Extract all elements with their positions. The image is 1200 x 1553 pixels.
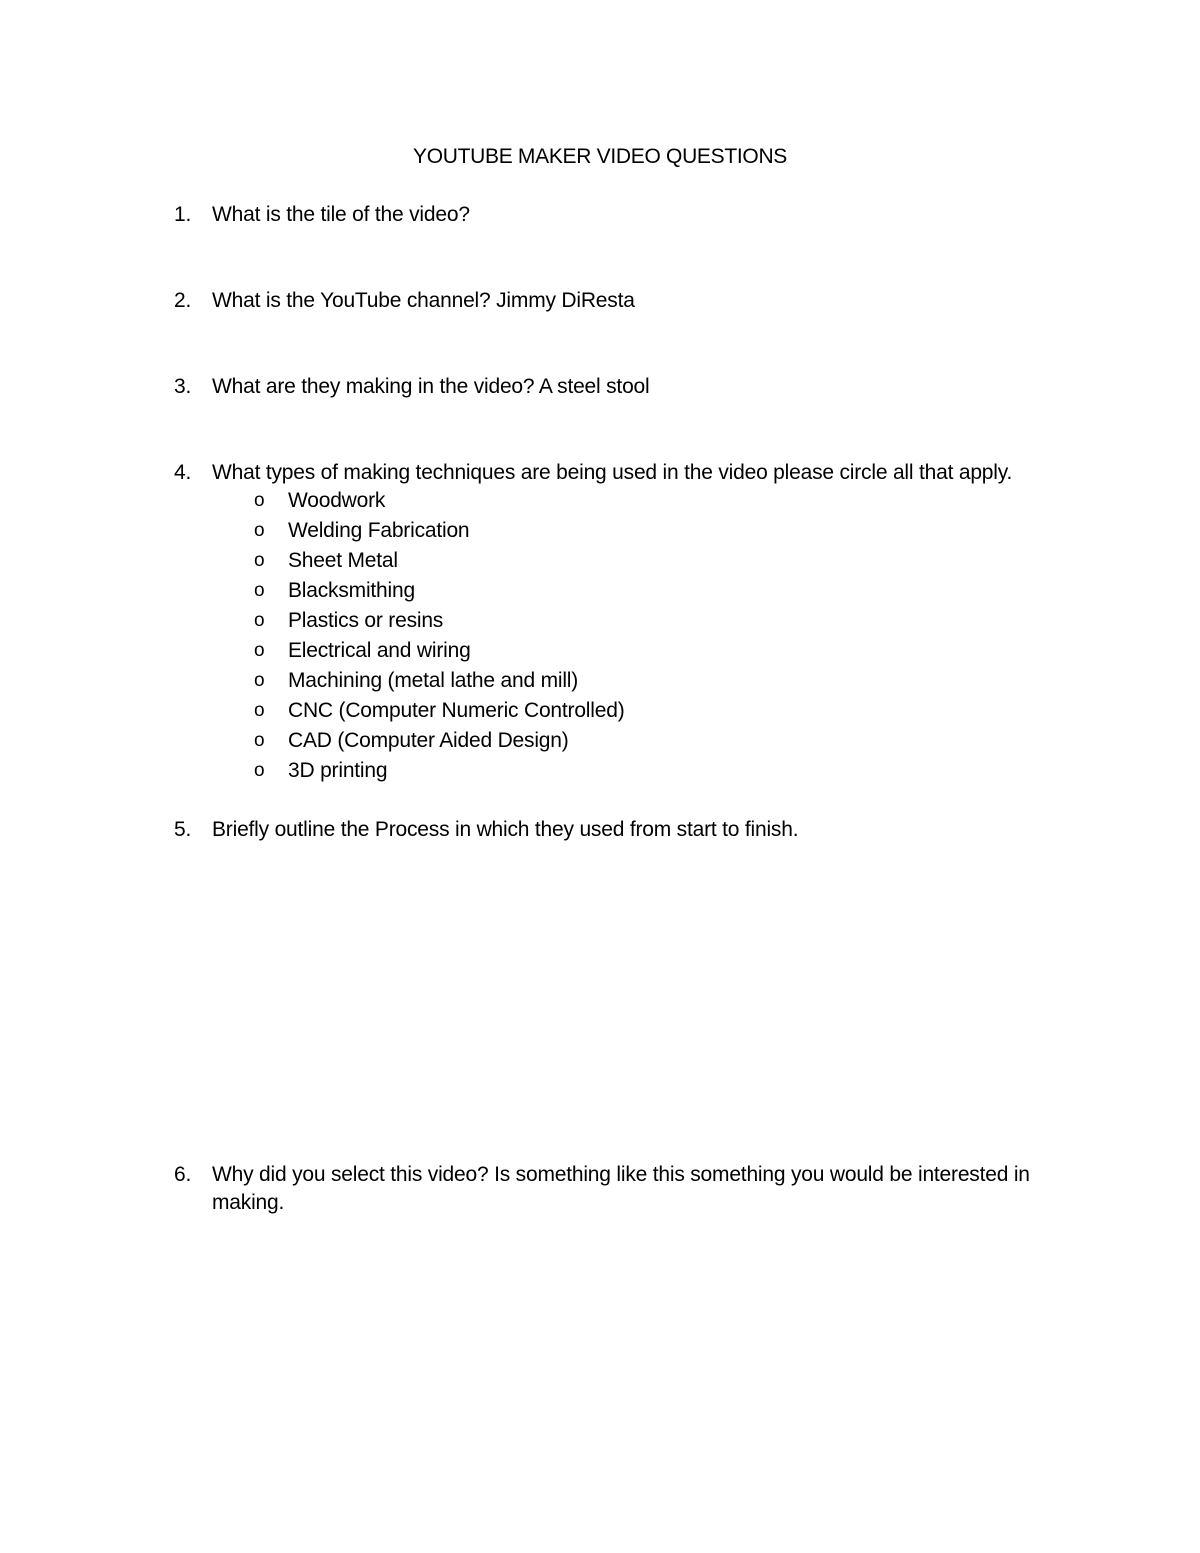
option-label: Plastics or resins [288,609,444,632]
question-number: 5. [174,818,192,841]
option-label: Blacksmithing [288,579,415,602]
bullet-icon: o [254,670,265,691]
question-4 [174,459,1074,487]
question-text: Why did you select this video? Is something like this something you would be interested in making. [212,1163,1030,1214]
question-text: What is the tile of the video? [212,203,470,226]
question-number: 1. [174,203,192,226]
bullet-icon: o [254,730,265,751]
question-number: 6. [174,1163,192,1186]
bullet-icon: o [254,610,265,631]
bullet-icon: o [254,550,265,571]
option-label: Electrical and wiring [288,639,471,662]
question-text: What types of making techniques are being used in the video please circle all that apply. [212,461,1013,484]
question-2 [174,287,1074,315]
question-number: 3. [174,375,192,398]
question-3 [174,373,1074,401]
question-number: 4. [174,461,192,484]
page-title: YOUTUBE MAKER VIDEO QUESTIONS [412,145,788,168]
bullet-icon: o [254,490,265,511]
question-text: What is the YouTube channel? Jimmy DiResta [212,289,635,312]
question-text: Briefly outline the Process in which they used from start to finish. [212,818,799,841]
option-label: Welding Fabrication [288,519,470,542]
question-1 [174,201,1074,229]
bullet-icon: o [254,520,265,541]
bullet-icon: o [254,700,265,721]
option-label: Machining (metal lathe and mill) [288,669,579,692]
option-label: CNC (Computer Numeric Controlled) [288,699,625,722]
question-text: What are they making in the video? A steel stool [212,375,650,398]
option-label: Sheet Metal [288,549,398,572]
question-number: 2. [174,289,192,312]
option-label: Woodwork [288,489,386,512]
question-6 [174,1161,1074,1217]
bullet-icon: o [254,640,265,661]
bullet-icon: o [254,580,265,601]
bullet-icon: o [254,760,265,781]
option-label: CAD (Computer Aided Design) [288,729,569,752]
option-label: 3D printing [288,759,388,782]
question-5 [174,816,1074,844]
